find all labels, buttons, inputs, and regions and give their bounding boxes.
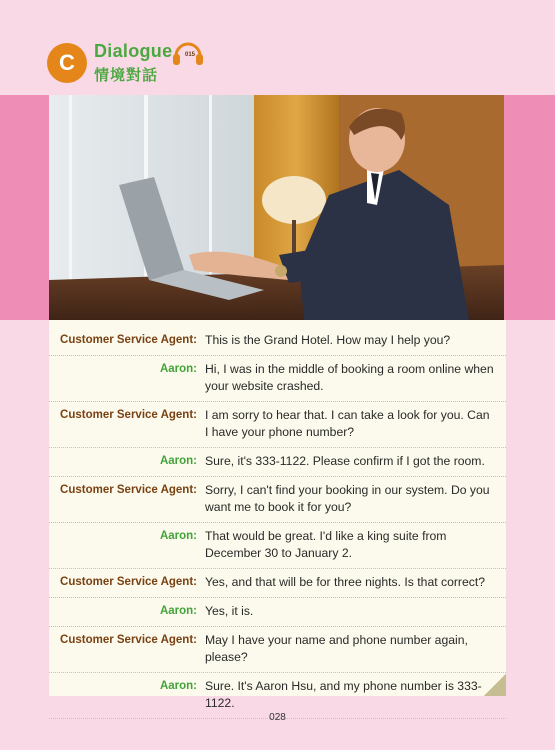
dialogue-text: Yes, it is. [205,604,254,618]
dialogue-line [49,598,506,627]
page-fold-corner [484,674,506,696]
dialogue-text: Hi, I was in the middle of booking a room online when your website crashed. [205,362,494,393]
speaker-label: Customer Service Agent: [60,634,197,646]
speaker-label: Aaron: [159,363,197,375]
hero-photo [49,95,504,320]
dialogue-text: Sure, it's 333-1122. Please confirm if I got the room. [205,454,485,468]
section-title-zh: 情境對話 [94,67,159,84]
speaker-label: Aaron: [159,455,197,467]
dialogue-text: Sure. It's Aaron Hsu, and my phone number is 333-1122. [205,679,482,710]
dialogue-list [49,327,506,719]
speaker-label: Customer Service Agent: [60,484,197,496]
dialogue-text: Yes, and that will be for three nights. Is that correct? [205,575,486,589]
dialogue-text: This is the Grand Hotel. How may I help you? [205,333,451,347]
dialogue-line [49,402,506,448]
dialogue-line [49,569,506,598]
audio-track-number: 015 [185,52,196,58]
dialogue-line [49,327,506,356]
dialogue-text: May I have your name and phone number again, please? [205,633,468,664]
section-title-en: Dialogue [94,41,173,61]
dialogue-card [49,320,506,710]
dialogue-text: I am sorry to hear that. I can take a look for you. Can I have your phone number? [205,408,490,439]
speaker-label: Customer Service Agent: [60,409,197,421]
speaker-label: Customer Service Agent: [60,334,197,346]
businessman-laptop-image [49,95,504,320]
dialogue-line [49,356,506,402]
section-letter-badge: C [47,43,87,83]
speaker-label: Aaron: [159,680,197,692]
page-number: 028 [269,712,286,723]
speaker-label: Aaron: [159,605,197,617]
speaker-label: Aaron: [159,530,197,542]
dialogue-text: Sorry, I can't find your booking in our system. Do you want me to book it for you? [205,483,490,514]
dialogue-line [49,523,506,569]
dialogue-line [49,448,506,477]
section-header [47,38,347,88]
speaker-label: Customer Service Agent: [60,576,197,588]
dialogue-line [49,477,506,523]
dialogue-line [49,627,506,673]
dialogue-text: That would be great. I'd like a king suite from December 30 to January 2. [205,529,447,560]
